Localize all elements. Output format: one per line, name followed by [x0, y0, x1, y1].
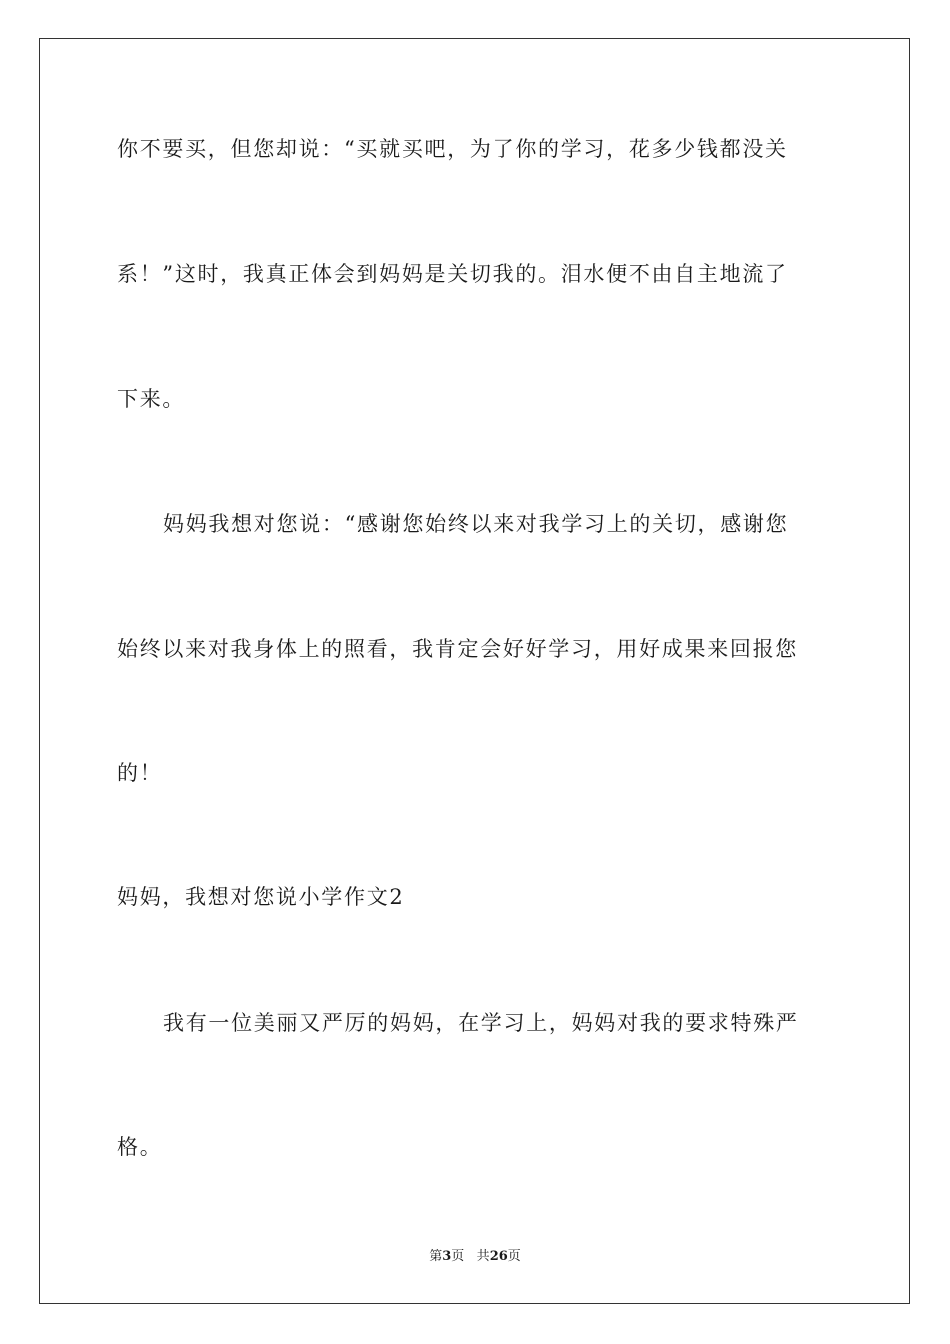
text-line: 系！”这时，我真正体会到妈妈是关切我的。泪水便不由自主地流了: [117, 262, 788, 286]
total-suffix: 页: [507, 1249, 521, 1264]
section-heading: 妈妈，我想对您说小学作文2: [117, 885, 405, 909]
paragraph-first-line: 我有一位美丽又严厉的妈妈，在学习上，妈妈对我的要求特殊严: [163, 1011, 799, 1035]
page-frame: [39, 38, 910, 1304]
page-footer: [0, 1248, 950, 1266]
text-line: 的！: [117, 761, 163, 785]
page-number: 3: [442, 1249, 452, 1264]
text-line: 下来。: [117, 387, 186, 411]
total-prefix: 共: [476, 1249, 490, 1264]
text-line: 你不要买，但您却说：“买就买吧，为了你的学习，花多少钱都没关: [117, 137, 788, 161]
total-pages: 26: [489, 1249, 508, 1264]
page-prefix: 第: [429, 1249, 443, 1264]
text-line: 始终以来对我身体上的照看，我肯定会好好学习，用好成果来回报您: [117, 637, 798, 661]
paragraph-first-line: 妈妈我想对您说：“感谢您始终以来对我学习上的关切，感谢您: [163, 512, 789, 536]
page-suffix: 页: [451, 1249, 465, 1264]
text-line: 格。: [117, 1135, 163, 1159]
